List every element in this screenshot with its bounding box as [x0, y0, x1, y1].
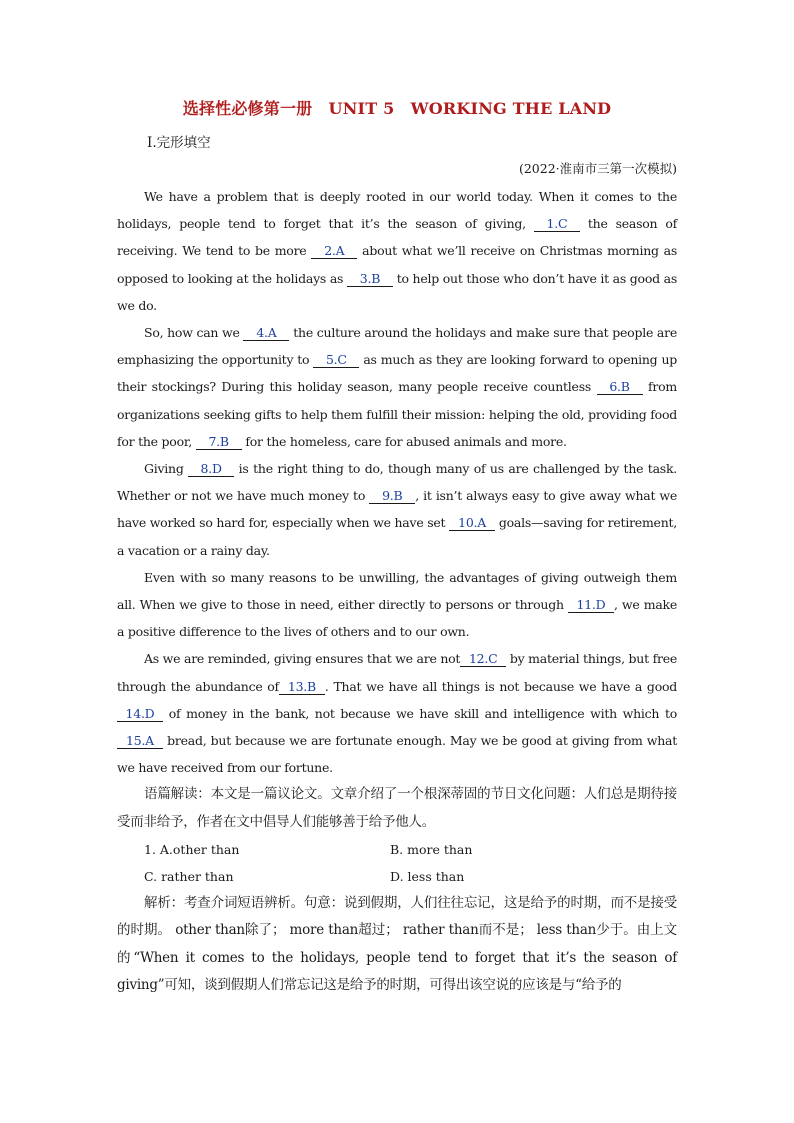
answer-blank: 3.B [347, 271, 393, 287]
passage-text: goals—saving for retirement, a vacation or a rainy day. [117, 515, 677, 558]
passage-paragraph-5 [117, 645, 677, 781]
option-c: C. rather than [144, 869, 234, 885]
passage-text: the season of receiving. We tend to be more [117, 216, 677, 259]
option-d: D. less than [390, 869, 465, 885]
passage-summary: 语篇解读：本文是一篇议论文。文章介绍了一个根深蒂固的节日文化问题：人们总是期待接受而非给予，作者在文中倡导人们能够善于给予他人。 [117, 786, 677, 830]
answer-blank: 7.B [196, 434, 242, 450]
options-row [144, 836, 677, 863]
passage-text: So, how can we [144, 325, 244, 341]
question-1-options [117, 836, 677, 890]
passage-text: to help out those who don’t have it as good as we do. [117, 270, 677, 313]
passage-paragraph-4 [117, 564, 677, 646]
options-row [144, 863, 677, 890]
answer-blank: 12.C [460, 651, 506, 667]
source-note: (2022·淮南市三第一次模拟) [518, 161, 677, 176]
option-b: B. more than [390, 841, 473, 857]
answer-blank: 13.B [279, 679, 325, 695]
passage-text: , it isn’t always easy to give away what we have worked so hard for, especially when we have set [117, 488, 677, 531]
page-title: 选择性必修第一册 UNIT 5 WORKING THE LAND [182, 99, 612, 118]
passage-text: Even with so many reasons to be unwilling, the advantages of giving outweigh them all. When we give to those in need, either directly to persons or through [117, 569, 677, 613]
document-page [117, 96, 677, 999]
passage-paragraph-1 [117, 183, 677, 319]
passage-text: as much as they are looking forward to opening up their stockings? During this holiday season, many people receive countless [117, 352, 677, 395]
answer-blank: 15.A [117, 733, 163, 749]
passage-text: by material things, but free through the abundance of [117, 651, 677, 694]
answer-blank: 11.D [568, 597, 614, 613]
passage-text: Giving [144, 461, 189, 477]
passage-text: about what we’ll receive on Christmas morning as opposed to looking at the holidays as [117, 243, 677, 286]
answer-blank: 2.A [311, 243, 357, 259]
passage-text: We have a problem that is deeply rooted in our world today. When it comes to the holidays, people tend to forget that it’s the season of giving, [117, 189, 677, 232]
answer-blank: 6.B [597, 379, 643, 395]
passage-text: from organizations seeking gifts to help them fulfill their mission: helping the old, providing food for the poor, [117, 379, 677, 449]
passage-text: is the right thing to do, though many of us are challenged by the task. Whether or not we have much money to [117, 461, 677, 504]
passage-text: of money in the bank, not because we have skill and intelligence with which to [163, 705, 677, 721]
answer-blank: 14.D [117, 706, 163, 722]
passage-paragraph-2 [117, 319, 677, 455]
answer-blank: 5.C [313, 352, 359, 368]
section-heading: Ⅰ.完形填空 [147, 135, 211, 151]
answer-blank: 1.C [534, 216, 580, 232]
passage-text: As we are reminded, giving ensures that we are not [144, 651, 461, 667]
answer-blank: 10.A [449, 515, 495, 531]
passage-text: the culture around the holidays and make sure that people are emphasizing the opportunity to [117, 325, 677, 368]
option-a: 1. A.other than [144, 841, 240, 857]
answer-blank: 8.D [188, 461, 234, 477]
passage-text: bread, but because we are fortunate enough. May we be good at giving from what we have received from our fortune. [117, 733, 677, 776]
question-1-analysis: 解析：考查介词短语辨析。句意：说到假期，人们往往忘记，这是给予的时期，而不是接受的时期。 other than除了； more than超过； rather than而不是； less than少于。由上文的“When it comes to the holidays, people tend to forget that it’s the season of giving”可知，谈到假期人们常忘记这是给予的时期，可得出该空说的应该是与“给予的 [117, 895, 677, 993]
answer-blank: 4.A [243, 325, 289, 341]
answer-blank: 9.B [369, 488, 415, 504]
passage-text: . That we have all things is not because we have a good [324, 678, 677, 694]
passage-paragraph-3 [117, 455, 677, 564]
passage-text: for the homeless, care for abused animals and more. [241, 433, 567, 449]
passage-text: , we make a positive difference to the lives of others and to our own. [117, 597, 677, 640]
